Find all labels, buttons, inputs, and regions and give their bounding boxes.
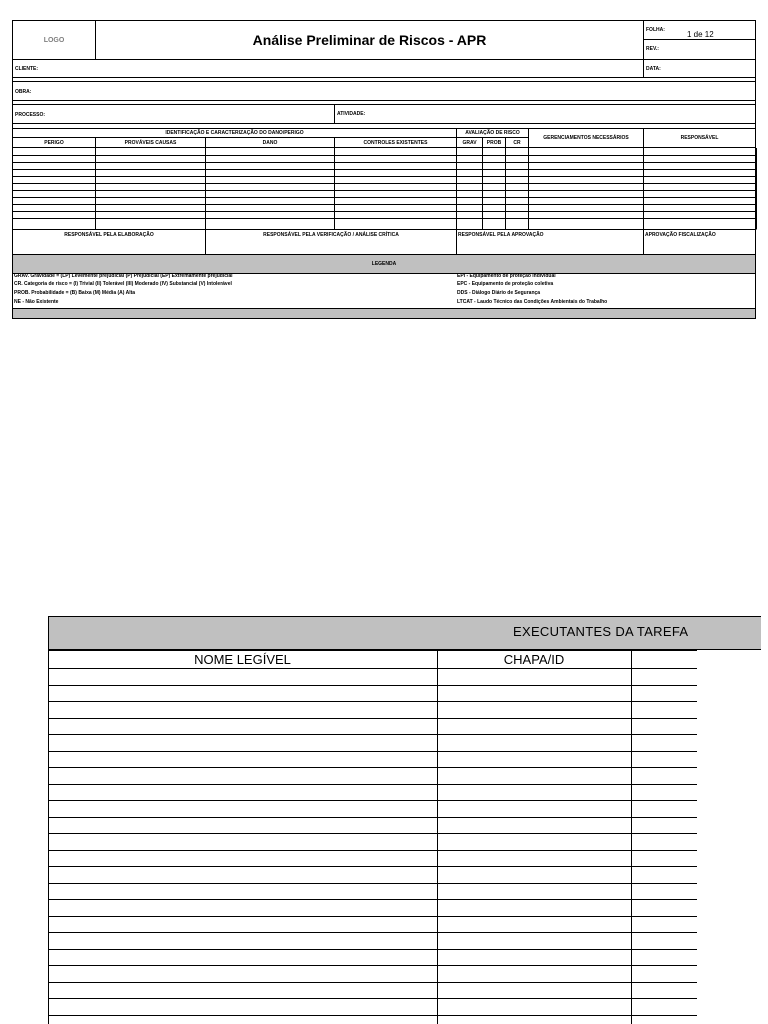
legend-item: CR. Categoria de risco = (I) Trivial (II) Tolerável (III) Moderado (IV) Substancial (V) Intolerável (14, 281, 232, 287)
sig-elaboracao-label: RESPONSÁVEL PELA ELABORAÇÃO (64, 232, 154, 238)
group-avaliacao: AVALIAÇÃO DE RISCO (456, 128, 529, 138)
col-gerenciamentos: GERENCIAMENTOS NECESSÁRIOS (528, 128, 644, 148)
legend-item: GRAV. Gravidade = (LP) Levemente prejudicial (P) Prejudicial (EP) Extremamente prejudicial (14, 273, 233, 279)
col-cr: CR (505, 137, 529, 148)
cliente-label: CLIENTE: (15, 66, 39, 72)
page-title: Análise Preliminar de Riscos - APR (252, 32, 487, 48)
sig-fiscalizacao-label: APROVAÇÃO FISCALIZAÇÃO (645, 232, 716, 238)
legend-title: LEGENDA (12, 254, 756, 274)
atividade-label: ATIVIDADE: (337, 111, 366, 117)
sig-verificacao-label: RESPONSÁVEL PELA VERIFICAÇÃO / ANÁLISE CRÍTICA (263, 232, 399, 238)
folha-value: 1 de 12 (687, 30, 714, 39)
folha-label: FOLHA: (646, 27, 665, 33)
logo: LOGO (43, 36, 65, 44)
processo-label: PROCESSO: (15, 112, 46, 118)
legend-item: EPI - Equipamento de proteção individual (457, 273, 556, 279)
col-responsavel: RESPONSÁVEL (643, 128, 756, 148)
legend-item: NE - Não Existente (14, 299, 59, 305)
col-controles: CONTROLES EXISTENTES (334, 137, 457, 148)
col-perigo: PERIGO (12, 137, 96, 148)
executantes-title: EXECUTANTES DA TAREFA (513, 624, 689, 639)
legend-item: DDS - Diálogo Diário de Segurança (457, 290, 541, 296)
group-identificacao: IDENTIFICAÇÃO E CARACTERIZAÇÃO DO DANO/PERIGO (12, 128, 457, 138)
col-causas: PROVÁVEIS CAUSAS (95, 137, 206, 148)
col-nome-legivel: NOME LEGÍVEL (194, 651, 291, 667)
legend-item: EPC - Equipamento de proteção coletiva (457, 281, 554, 287)
col-grav: GRAV (456, 137, 483, 148)
col-prob: PROB (482, 137, 506, 148)
legend-item: LTCAT - Laudo Técnico das Condições Ambientais do Trabalho (457, 299, 608, 305)
data-label: DATA: (646, 66, 661, 72)
col-dano: DANO (205, 137, 335, 148)
col-chapa-id: CHAPA/ID (503, 651, 565, 667)
sig-aprovacao-label: RESPONSÁVEL PELA APROVAÇÃO (458, 232, 544, 238)
obra-label: OBRA: (15, 89, 32, 95)
legend-item: PROB. Probabilidade = (B) Baixa (M) Média (A) Alta (14, 290, 136, 296)
rev-label: REV.: (646, 46, 659, 52)
